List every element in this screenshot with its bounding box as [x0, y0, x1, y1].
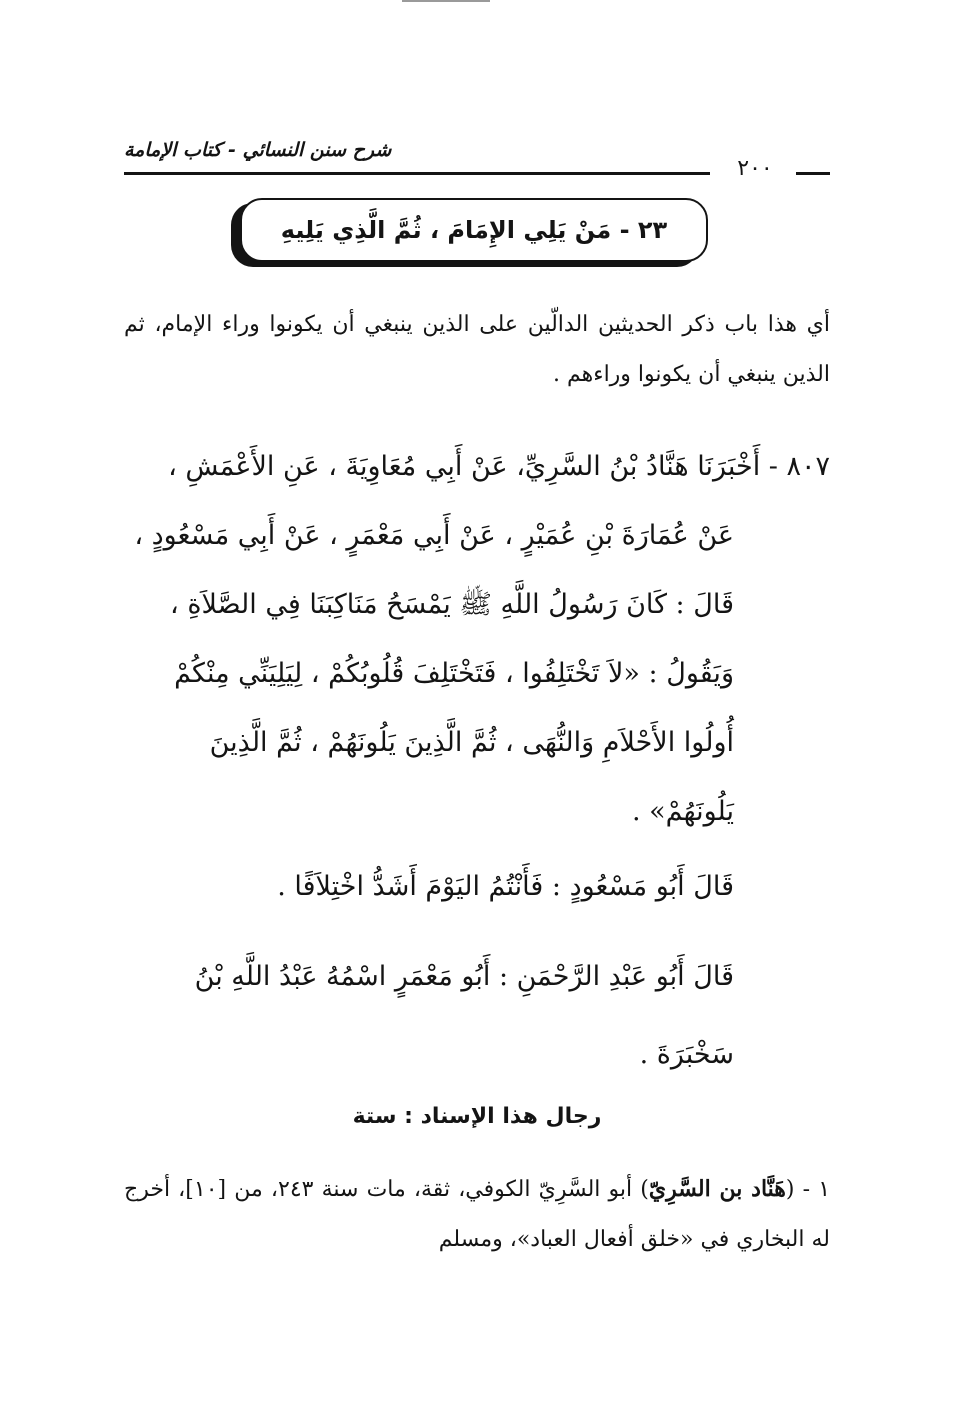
author-note-line: سَخْبَرَةَ .	[639, 1039, 734, 1070]
narrator-entry-prefix: ١ - (	[785, 1177, 831, 1202]
hadith-line: وَيَقُولُ : «لاَ تَخْتَلِفُوا ، فَتَخْتَلِفَ قُلُوبُكُمْ ، لِيَلِيَنِّي مِنْكُمْ	[174, 658, 734, 689]
hadith-line: يَلُونَهُمْ» .	[631, 796, 734, 827]
hadith-line: قَالَ : كَانَ رَسُولُ اللَّهِ ﷺ يَمْسَحُ مَنَاكِبَنَا فِي الصَّلاَةِ ،	[170, 589, 734, 620]
narrator-entry	[124, 1164, 830, 1265]
running-title: شرح سنن النسائي - كتاب الإمامة	[124, 139, 392, 161]
narrators-heading: رجال هذا الإسناد : ستة	[352, 1104, 602, 1129]
scan-edge-mark	[402, 0, 490, 2]
page-number: ٢٠٠	[737, 156, 773, 181]
chapter-title-box	[240, 198, 708, 262]
author-note-line: قَالَ أَبُو عَبْدِ الرَّحْمَنِ : أَبُو مَعْمَرٍ اسْمُهُ عَبْدُ اللَّهِ بْنُ	[194, 961, 734, 992]
header-rule	[124, 172, 710, 175]
hadith-line: أُولُوا الأَحْلاَمِ وَالنُّهَى ، ثُمَّ الَّذِينَ يَلُونَهُمْ ، ثُمَّ الَّذِينَ	[209, 727, 734, 758]
hadith-line: عَنْ عُمَارَةَ بْنِ عُمَيْرٍ ، عَنْ أَبِي مَعْمَرٍ ، عَنْ أَبِي مَسْعُودٍ ،	[134, 520, 734, 551]
intro-paragraph: أي هذا باب ذكر الحديثين الدالّين على الذين ينبغي أن يكونوا وراء الإمام، ثم الذين ينبغي أن يكونوا وراءهم .	[124, 312, 830, 387]
narrator-name: هَنَّاد بن السَّرِيّ	[648, 1176, 786, 1202]
page-header	[124, 136, 830, 182]
chapter-title: ٢٣ - مَنْ يَلِي الإِمَامَ ، ثُمَّ الَّذِي يَلِيهِ	[280, 216, 668, 244]
author-note	[124, 938, 734, 1094]
hadith-line: ٨٠٧ - أَخْبَرَنَا هَنَّادُ بْنُ السَّرِيِّ، عَنْ أَبِي مُعَاوِيَةَ ، عَنِ الأَعْمَشِ ،	[168, 451, 830, 482]
abu-masud-quote: قَالَ أَبُو مَسْعُودٍ : فَأَنْتُمُ اليَوْمَ أَشَدُّ اخْتِلاَفًا .	[277, 871, 734, 902]
header-dash	[796, 172, 830, 175]
narrator-entry-text: ) أبو السَّرِيّ الكوفي، ثقة، مات سنة ٢٤٣، من [١٠]، أخرج له البخاري في «خلق أفعال العباد»، ومسلم	[124, 1177, 830, 1252]
hadith-text	[124, 432, 830, 846]
